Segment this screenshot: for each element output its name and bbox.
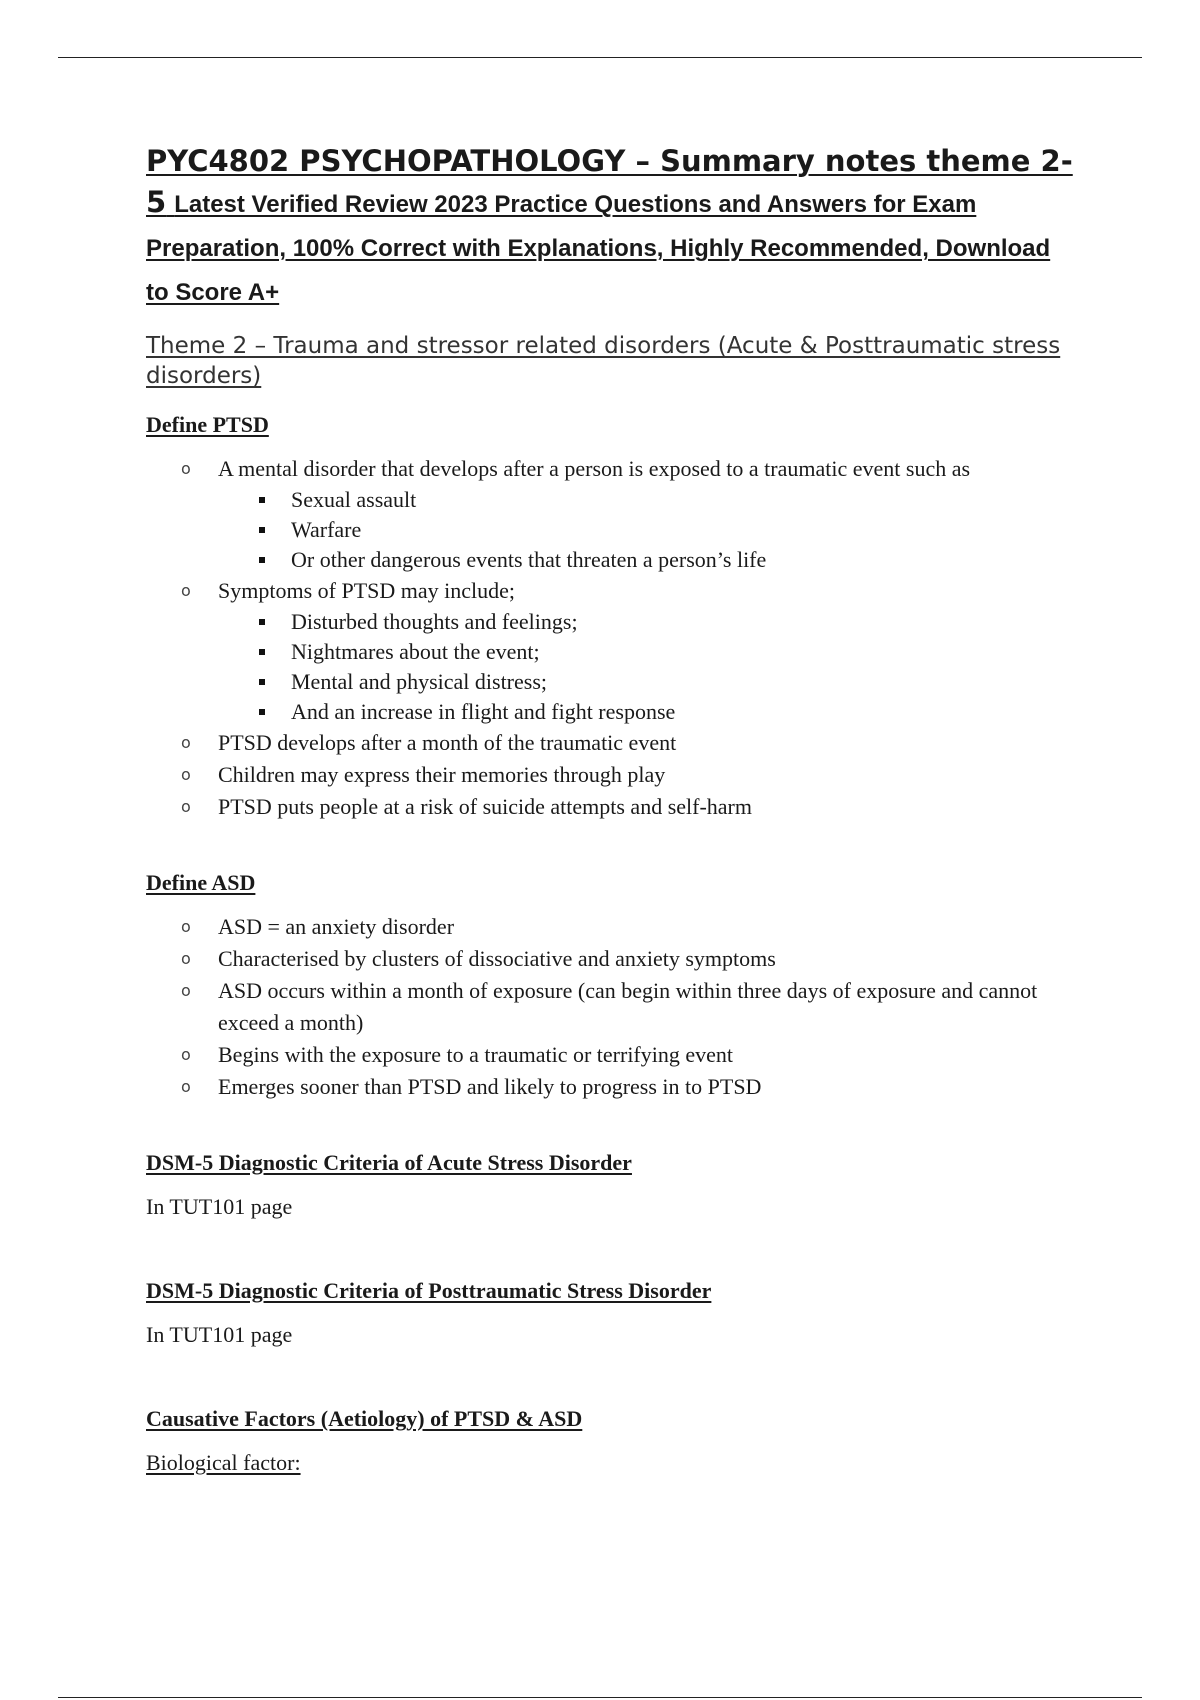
list-item: Or other dangerous events that threaten a person’s life <box>291 545 1076 575</box>
title-main: PYC4802 PSYCHOPATHOLOGY – Summary notes theme 2- 5 <box>146 144 1073 219</box>
document-title <box>146 140 1076 313</box>
circle-bullet-icon: o <box>181 949 191 968</box>
document-body <box>146 140 1076 1477</box>
dsm-ptsd-heading: DSM-5 Diagnostic Criteria of Posttraumatic Stress Disorder <box>146 1278 712 1303</box>
list-item: Disturbed thoughts and feelings; <box>291 607 1076 637</box>
biological-factor-label: Biological factor: <box>146 1450 301 1475</box>
list-item: Nightmares about the event; <box>291 637 1076 667</box>
circle-bullet-icon: o <box>181 917 191 936</box>
sub-list <box>218 485 1076 575</box>
list-item: Warfare <box>291 515 1076 545</box>
list-item: o Begins with the exposure to a traumatic or terrifying event <box>218 1039 1076 1071</box>
list-item: o Characterised by clusters of dissociative and anxiety symptoms <box>218 943 1076 975</box>
circle-bullet-icon: o <box>181 733 191 752</box>
circle-bullet-icon: o <box>181 459 191 478</box>
circle-bullet-icon: o <box>181 981 191 1000</box>
square-bullet-icon <box>259 557 265 563</box>
dsm-ptsd-text: In TUT101 page <box>146 1322 293 1347</box>
list-item: o PTSD puts people at a risk of suicide attempts and self-harm <box>218 791 1076 823</box>
list-item: o PTSD develops after a month of the traumatic event <box>218 727 1076 759</box>
list-item: And an increase in flight and fight response <box>291 697 1076 727</box>
ptsd-heading: Define PTSD <box>146 412 269 437</box>
circle-bullet-icon: o <box>181 581 191 600</box>
circle-bullet-icon: o <box>181 1077 191 1096</box>
asd-heading: Define ASD <box>146 870 256 895</box>
square-bullet-icon <box>259 497 265 503</box>
dsm-asd-text: In TUT101 page <box>146 1194 293 1219</box>
square-bullet-icon <box>259 619 265 625</box>
list-item: o Emerges sooner than PTSD and likely to progress in to PTSD <box>218 1071 1076 1103</box>
square-bullet-icon <box>259 709 265 715</box>
top-rule <box>58 57 1142 58</box>
circle-bullet-icon: o <box>181 797 191 816</box>
section-dsm-ptsd <box>146 1277 1076 1349</box>
list-item: Sexual assault <box>291 485 1076 515</box>
square-bullet-icon <box>259 679 265 685</box>
dsm-asd-heading: DSM-5 Diagnostic Criteria of Acute Stress Disorder <box>146 1150 632 1175</box>
title-sub: Latest Verified Review 2023 Practice Questions and Answers for Exam Preparation, 100% Correct with Explanations, Highly Recommended, Download to Score A+ <box>146 191 1051 306</box>
list-item: Mental and physical distress; <box>291 667 1076 697</box>
section-dsm-asd <box>146 1149 1076 1221</box>
asd-list <box>146 911 1076 1103</box>
section-causative <box>146 1405 1076 1477</box>
list-item: o ASD occurs within a month of exposure (can begin within three days of exposure and cannot exceed a month) <box>218 975 1076 1039</box>
theme-heading: Theme 2 – Trauma and stressor related disorders (Acute & Posttraumatic stress disorders) <box>146 333 1061 389</box>
circle-bullet-icon: o <box>181 1045 191 1064</box>
bottom-rule <box>58 1697 1142 1698</box>
square-bullet-icon <box>259 649 265 655</box>
list-item: o Symptoms of PTSD may include; Disturbed thoughts and feelings; Nightmares about the event; Mental and physical distress; And an increase in flight and fight response <box>218 575 1076 727</box>
circle-bullet-icon: o <box>181 765 191 784</box>
list-item: o Children may express their memories through play <box>218 759 1076 791</box>
sub-list <box>218 607 1076 727</box>
section-ptsd <box>146 411 1076 823</box>
ptsd-list <box>146 453 1076 823</box>
section-asd <box>146 869 1076 1103</box>
square-bullet-icon <box>259 527 265 533</box>
list-item: o ASD = an anxiety disorder <box>218 911 1076 943</box>
causative-heading: Causative Factors (Aetiology) of PTSD & ASD <box>146 1406 583 1431</box>
list-item: o A mental disorder that develops after a person is exposed to a traumatic event such as Sexual assault Warfare Or other dangerous events that threaten a person’s life <box>218 453 1076 575</box>
